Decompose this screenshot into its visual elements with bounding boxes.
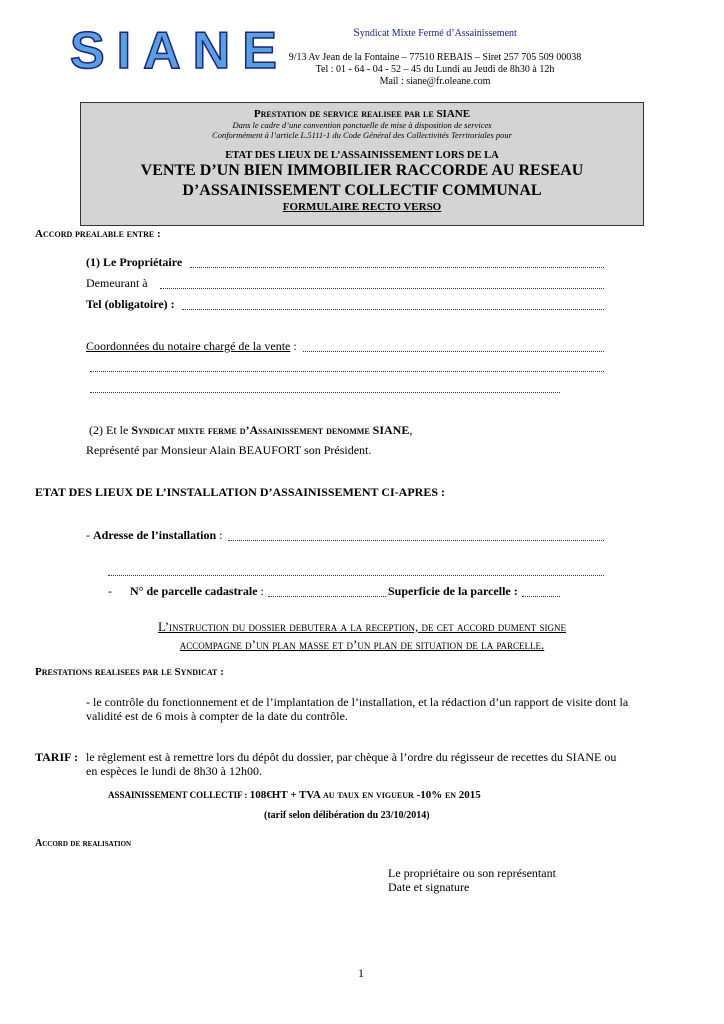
signature-block [388, 866, 556, 894]
siane-logo [68, 18, 289, 80]
tariff-note: (tarif selon délibération du 23/10/2014) [264, 810, 430, 821]
org-name [270, 27, 600, 39]
title-line-2: Dans le cadre d’une convention ponctuelle de mise à disposition de services [232, 120, 492, 130]
parcel-dash: - [108, 584, 112, 598]
notary-field-2[interactable] [90, 371, 604, 372]
org-phone: Tel : 01 - 64 - 04 - 52 – 45 du Lundi au Jeudi de 8h30 à 12h [315, 64, 555, 75]
org-address: 9/13 Av Jean de la Fontaine – 77510 REBAIS – Siret 257 705 509 00038 [288, 52, 582, 63]
parcel-colon: : [257, 584, 264, 598]
title-line-3: Conformément à l’article L.5111-1 du Code Général des Collectivités Territoriales pour [212, 130, 512, 140]
org-mail: Mail : siane@fr.oleane.com [379, 76, 491, 87]
tariff-label: TARIF : [35, 750, 78, 764]
party2-suffix: , [409, 423, 413, 437]
party2-prefix: (2) Et le [89, 423, 132, 437]
tel-field[interactable] [182, 309, 604, 310]
notary-colon: : [290, 339, 297, 353]
title-box [80, 102, 644, 226]
tariff-text [86, 750, 616, 778]
org-name-rest: yndicat Mixte Fermé d’Assainissement [359, 28, 517, 39]
party2-line [89, 423, 412, 438]
signature-line-1: Le propriétaire ou son représentant [388, 866, 556, 880]
title-line-7: FORMULAIRE RECTO VERSO [282, 201, 442, 213]
signature-line-2: Date et signature [388, 880, 470, 894]
title-line-5: VENTE D’UN BIEN IMMOBILIER RACCORDE AU RESEAU [140, 162, 584, 179]
notary-label: Coordonnées du notaire chargé de la vente [86, 339, 291, 353]
address-dash: - [86, 528, 93, 542]
residing-label: Demeurant à [86, 276, 148, 290]
tel-label: Tel (obligatoire) : [86, 297, 175, 311]
tariff-rate-prefix: ASSAINISSEMENT COLLECTIF : [108, 790, 250, 800]
services-line-2: validité est de 6 mois à compter de la date du contrôle. [86, 709, 348, 723]
address-field-1[interactable] [228, 540, 604, 541]
title-line-4: ETAT DES LIEUX DE L’ASSAINISSEMENT LORS DE LA [225, 150, 499, 161]
instruction-notice [60, 618, 664, 654]
title-line-1: Prestation de service realisee par le SIANE [253, 108, 471, 120]
installation-heading: ETAT DES LIEUX DE L’INSTALLATION D’ASSAINISSEMENT CI-APRES : [35, 485, 445, 499]
tariff-line-2: en espèces le lundi de 8h30 à 12h00. [86, 764, 262, 778]
title-line-6: D’ASSAINISSEMENT COLLECTIF COMMUNAL [182, 182, 542, 199]
owner-field[interactable] [190, 267, 604, 268]
residing-field[interactable] [160, 288, 604, 289]
notary-field-1[interactable] [303, 351, 604, 352]
signature-heading: Accord de realisation [35, 838, 132, 849]
org-name-initial: S [353, 25, 360, 39]
address-label: Adresse de l’installation [93, 528, 217, 542]
address-colon: : [216, 528, 223, 542]
tariff-rate [108, 789, 481, 801]
notary-row [86, 339, 297, 354]
party2-name: Syndicat mixte ferme d’Assainissement denomme SIANE [131, 423, 410, 437]
installation-address-row [86, 528, 222, 543]
services-text [86, 695, 628, 723]
parcel-label: N° de parcelle cadastrale [130, 584, 258, 598]
agreement-heading: Accord prealable entre : [35, 228, 161, 240]
address-field-2[interactable] [108, 575, 604, 576]
notice-line-2: accompagne d’un plan masse et d’un plan de situation de la parcelle. [179, 637, 545, 652]
notary-field-3[interactable] [90, 392, 560, 393]
logo-text: SIANE [70, 22, 289, 80]
owner-label: (1) Le Propriétaire [86, 255, 183, 269]
page-number: 1 [358, 966, 364, 980]
area-label: Superficie de la parcelle : [388, 584, 518, 598]
tariff-rate-value: 108€HT + TVA au taux en vigueur -10% en 2015 [249, 789, 481, 801]
services-heading: Prestations realisees par le Syndicat : [35, 666, 224, 678]
parcel-field[interactable] [268, 596, 386, 597]
parcel-row [130, 584, 264, 599]
services-line-1: - le contrôle du fonctionnement et de l’implantation de l’installation, et la rédaction d’un rapport de visite dont la [86, 695, 629, 709]
represented-by: Représenté par Monsieur Alain BEAUFORT son Président. [86, 443, 372, 457]
notice-line-1: L’instruction du dossier debutera a la reception, de cet accord dument signe [157, 619, 567, 634]
area-field[interactable] [522, 596, 560, 597]
tariff-line-1: le règlement est à remettre lors du dépôt du dossier, par chèque à l’ordre du régisseur de recettes du SIANE ou [86, 750, 617, 764]
